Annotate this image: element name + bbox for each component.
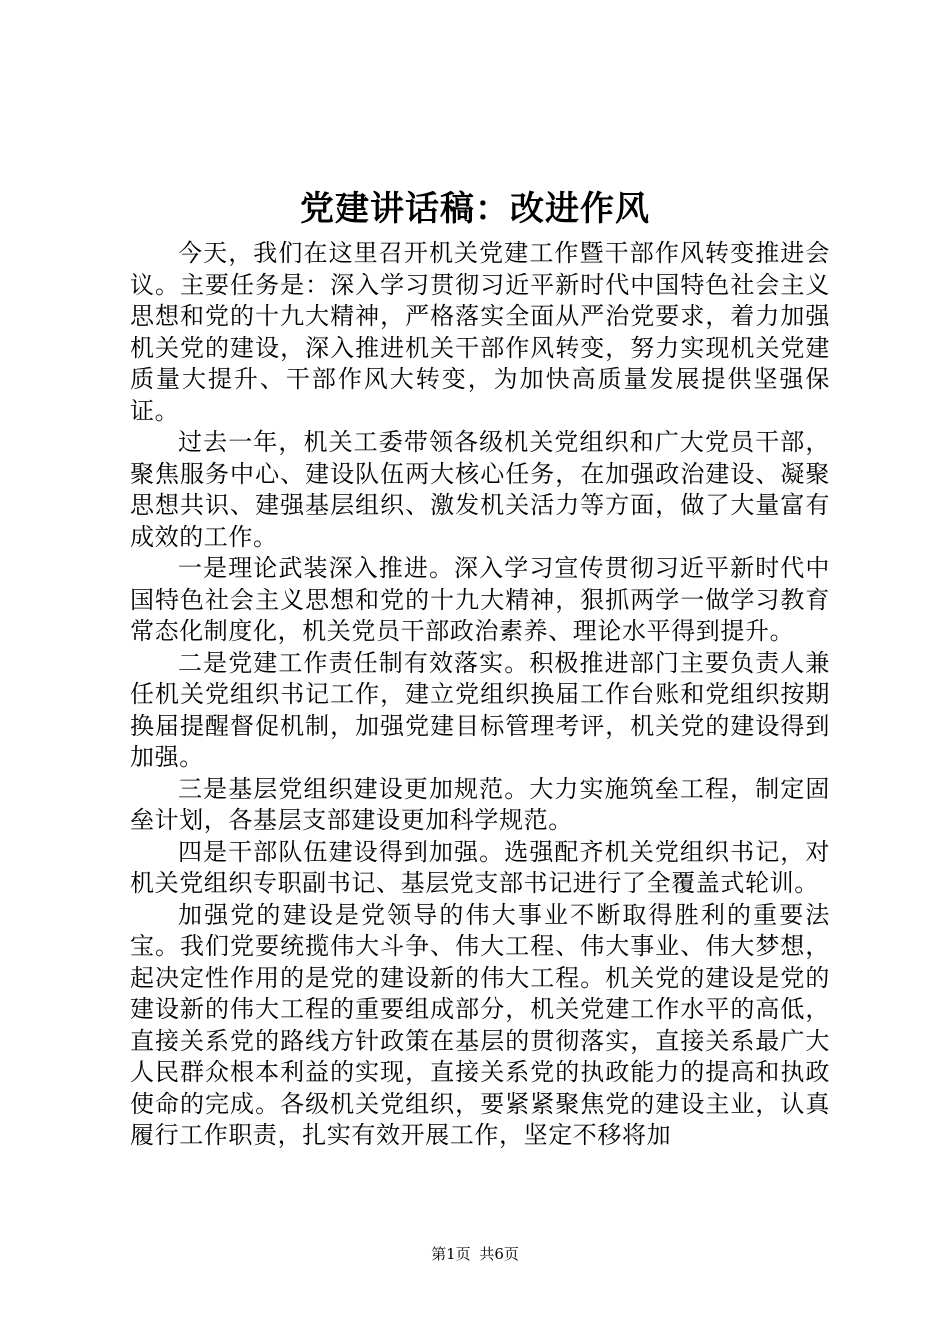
paragraph-7: 加强党的建设是党领导的伟大事业不断取得胜利的重要法宝。我们党要统揽伟大斗争、伟大工程、伟大事业、伟大梦想，起决定性作用的是党的建设新的伟大工程。机关党的建设是党的建设新的伟大工程的重要组成部分，机关党建工作水平的高低，直接关系党的路线方针政策在基层的贯彻落实，直接关系最广大人民群众根本利益的实现，直接关系党的执政能力的提高和执政使命的完成。各级机关党组织，要紧紧聚焦党的建设主业，认真履行工作职责，扎实有效开展工作，坚定不移将加 [130,900,830,1149]
paragraph-1: 今天，我们在这里召开机关党建工作暨干部作风转变推进会议。主要任务是：深入学习贯彻习近平新时代中国特色社会主义思想和党的十九大精神，严格落实全面从严治党要求，着力加强机关党的建设，深入推进机关干部作风转变，努力实现机关党建质量大提升、干部作风大转变，为加快高质量发展提供坚强保证。 [130,239,830,425]
paragraph-3: 一是理论武装深入推进。深入学习宣传贯彻习近平新时代中国特色社会主义思想和党的十九大精神，狠抓两学一做学习教育常态化制度化，机关党员干部政治素养、理论水平得到提升。 [130,554,830,645]
page-number: 第1页 [431,1245,471,1263]
paragraph-2: 过去一年，机关工委带领各级机关党组织和广大党员干部，聚焦服务中心、建设队伍两大核心任务，在加强政治建设、凝聚思想共识、建强基层组织、激发机关活力等方面，做了大量富有成效的工作。 [130,428,830,551]
paragraph-6: 四是干部队伍建设得到加强。选强配齐机关党组织书记，对机关党组织专职副书记、基层党支部书记进行了全覆盖式轮训。 [130,837,830,897]
document-title: 党建讲话稿：改进作风 [300,189,650,229]
paragraph-5: 三是基层党组织建设更加规范。大力实施筑垒工程，制定固垒计划，各基层支部建设更加科学规范。 [130,774,830,834]
page-footer [0,1243,950,1265]
paragraph-4: 二是党建工作责任制有效落实。积极推进部门主要负责人兼任机关党组织书记工作，建立党组织换届工作台账和党组织按期换届提醒督促机制，加强党建目标管理考评，机关党的建设得到加强。 [130,648,830,771]
page-total: 共6页 [479,1245,519,1263]
document-body [130,238,830,1152]
